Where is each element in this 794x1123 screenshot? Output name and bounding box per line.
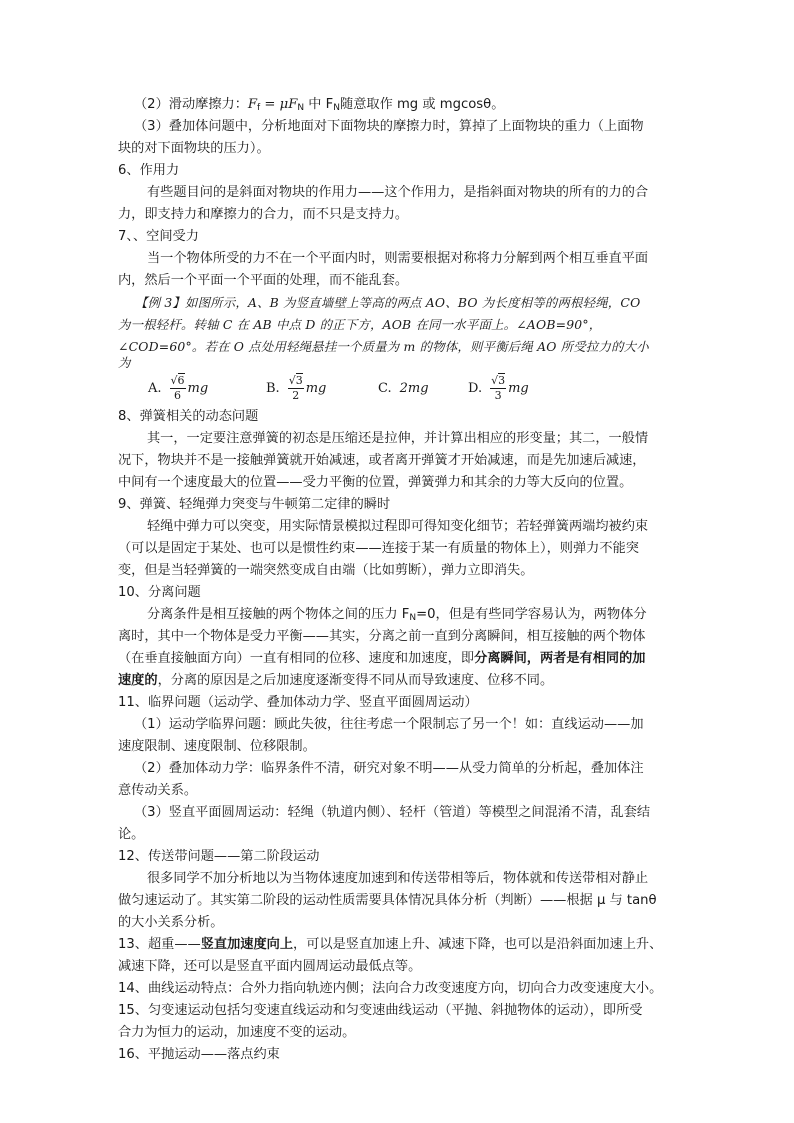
emphasis-text: 分离瞬间，两者是有相同的加 <box>474 651 646 666</box>
paragraph-line: 分离条件是相互接触的两个物体之间的压力 $F_N=0$，但是有些同学容易认为，两物体分 <box>147 607 647 623</box>
paragraph-line: （2）叠加体动力学：临界条件不清，研究对象不明——从受力简单的分析起，叠加体注 <box>134 761 644 776</box>
fraction: √ $\frac{6}{6}$ <box>170 374 186 403</box>
paragraph-line: 力，即支持力和摩擦力的合力，而不只是支持力。 <box>118 207 409 222</box>
fraction: √ $\frac{3}{3}$ <box>490 374 506 403</box>
paragraph-line: 变，但是当轻弹簧的一端突然变成自由端（比如剪断），弹力立即消失。 <box>118 563 534 578</box>
paragraph-line: （可以是固定于某处、也可以是惯性约束——连接于某一有质量的物体上），则弹力不能突 <box>118 541 639 556</box>
paragraph-line: 离时，其中一个物体是受力平衡——其实，分离之前一直到分离瞬间，相互接触的两个物体 <box>118 629 646 644</box>
section-heading: 16、平抛运动——落点约束 <box>118 1047 280 1062</box>
option-d: D. √ $\frac{3}{3}$ mg <box>468 370 529 406</box>
section-heading: 6、作用力 <box>118 163 180 178</box>
answer-options <box>148 370 568 406</box>
section-heading: 13、超重——竖直加速度向上，可以是竖直加速上升、减速下降，也可以是沿斜面加速上升、 <box>118 937 663 952</box>
paragraph-line: 况下，物块并不是一接触弹簧就开始减速，或者离开弹簧才开始减速，而是先加速后减速， <box>118 453 646 468</box>
section-heading: 14、曲线运动特点：合外力指向轨迹内侧；法向合力改变速度方向，切向合力改变速度大小。 <box>118 981 663 996</box>
paragraph-line: 有些题目问的是斜面对物块的作用力——这个作用力，是指斜面对物块的所有的力的合 <box>147 185 649 200</box>
emphasis-text: 竖直加速度向上 <box>200 937 294 952</box>
paragraph-line: 中间有一个速度最大的位置——受力平衡的位置，弹簧弹力和其余的力等大反向的位置。 <box>118 475 633 490</box>
paragraph-line: 当一个物体所受的力不在一个平面内时，则需要根据对称将力分解到两个相互垂直平面 <box>147 251 649 266</box>
section-heading: 9、弹簧、轻绳弹力突变与牛顿第二定律的瞬时 <box>118 497 391 512</box>
example-question-line: 为一根轻杆。转轴 C 在 AB 中点 D 的正下方，AOB 在同一水平面上。∠AOB=90°， <box>118 317 602 332</box>
section-heading: 11、临界问题（运动学、叠加体动力学、竖直平面圆周运动） <box>118 695 478 710</box>
paragraph-line: 意传动关系。 <box>118 783 198 798</box>
fraction: √ $\frac{3}{2}$ <box>288 374 304 403</box>
paragraph-line: 很多同学不加分析地以为当物体速度加速到和传送带相等后，物体就和传送带相对静止 <box>147 871 649 886</box>
option-a: A. √ $\frac{6}{6}$ mg <box>148 370 208 406</box>
section-heading: 15、匀变速运动包括匀变速直线运动和匀变速曲线运动（平抛、斜抛物体的运动），即所受 <box>118 1003 643 1018</box>
paragraph-line: （3）竖直平面圆周运动：轻绳（轨道内侧）、轻杆（管道）等模型之间混淆不清，乱套结 <box>134 805 651 820</box>
example-question-line: ∠COD=60°。若在 O 点处用轻绳悬挂一个质量为 m 的物体，则平衡后绳 AO 所受拉力的大小 <box>118 339 649 354</box>
paragraph-line: 轻绳中弹力可以突变，用实际情景模拟过程即可得知变化细节；若轻弹簧两端均被约束 <box>147 519 649 534</box>
paragraph-line: 论。 <box>118 827 145 842</box>
paragraph-line: （1）运动学临界问题：顾此失彼，往往考虑一个限制忘了另一个！如：直线运动——加 <box>134 717 644 732</box>
paragraph-line: 减速下降，还可以是竖直平面内圆周运动最低点等。 <box>118 959 422 974</box>
paragraph-line: 其一，一定要注意弹簧的初态是压缩还是拉伸，并计算出相应的形变量；其二，一般情 <box>147 431 649 446</box>
section-heading: 7、、空间受力 <box>118 229 199 244</box>
paragraph-line: 块的对下面物块的压力）。 <box>118 141 270 156</box>
section-heading: 8、弹簧相关的动态问题 <box>118 409 259 424</box>
example-question-line: 【例 3】如图所示，A、B 为竖直墙壁上等高的两点 AO、BO 为长度相等的两根轻绳，CO <box>135 295 641 310</box>
paragraph-line: （3）叠加体问题中，分析地面对下面物块的摩擦力时，算掉了上面物块的重力（上面物 <box>134 119 644 134</box>
paragraph-line: 合力为恒力的运动，加速度不变的运动。 <box>118 1025 356 1040</box>
item-sliding-friction: （2）滑动摩擦力：$F_f = \mu F_N$ 中 $F_N$随意取作 mg 或 mgcosθ。 <box>134 97 505 113</box>
emphasis-text: 速度的 <box>118 673 158 688</box>
paragraph-line: 速度限制、速度限制、位移限制。 <box>118 739 316 754</box>
paragraph-line: 速度的，分离的原因是之后加速度逐渐变得不同从而导致速度、位移不同。 <box>118 673 554 688</box>
paragraph-line: 的大小关系分析。 <box>118 915 224 930</box>
section-heading: 12、传送带问题——第二阶段运动 <box>118 849 320 864</box>
example-question-line: 为 <box>118 355 131 370</box>
option-b: B. √ $\frac{3}{2}$ mg <box>266 370 326 406</box>
paragraph-line: （在垂直接触面方向）一直有相同的位移、速度和加速度，即分离瞬间，两者是有相同的加 <box>118 651 646 666</box>
option-c: C. 2mg <box>378 380 429 396</box>
paragraph-line: 做匀速运动了。其实第二阶段的运动性质需要具体情况具体分析（判断）——根据 μ 与 tanθ <box>118 893 657 908</box>
section-heading: 10、分离问题 <box>118 585 201 600</box>
paragraph-line: 内，然后一个平面一个平面的处理，而不能乱套。 <box>118 273 409 288</box>
